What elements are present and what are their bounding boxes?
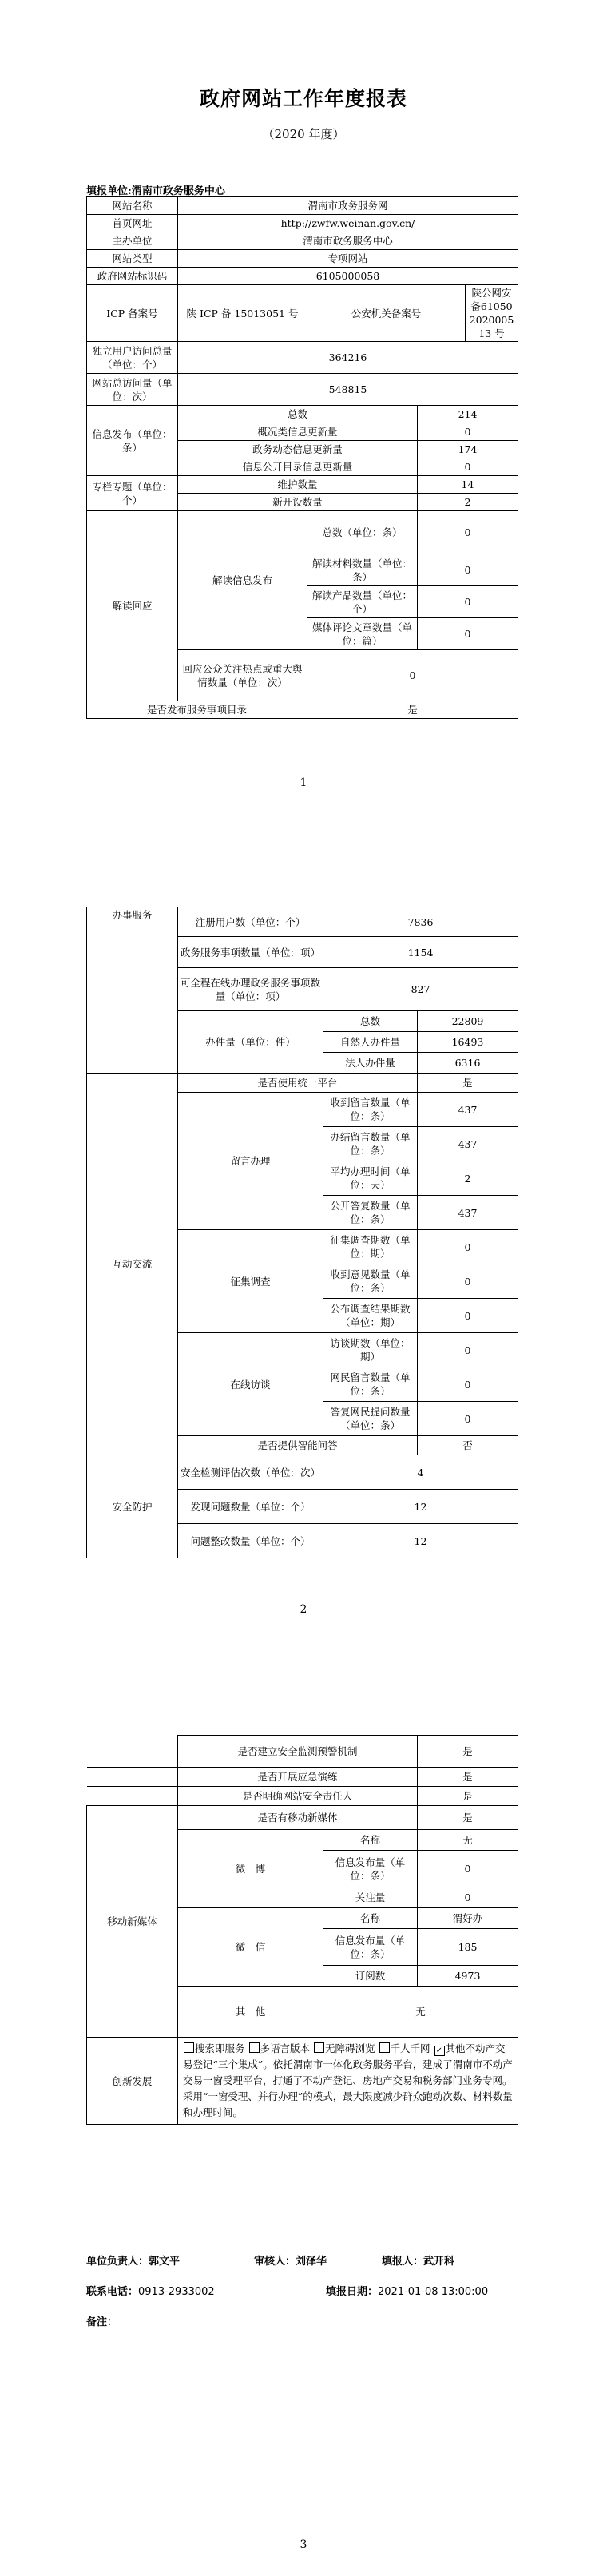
items-label: 政务服务事项数量（单位：项）: [178, 937, 323, 968]
msg-recv-label: 收到留言数量（单位：条）: [323, 1093, 418, 1127]
info-total-label: 总数: [178, 406, 418, 423]
reporting-unit: [86, 182, 225, 197]
service-dir: 是: [307, 701, 518, 719]
info-news: 174: [418, 441, 518, 458]
smart-value: 否: [418, 1436, 518, 1455]
wechat-name-label: 名称: [323, 1908, 418, 1929]
online-value: 827: [323, 968, 518, 1011]
sec-eval-label: 安全检测评估次数（单位：次）: [178, 1455, 323, 1490]
info-total: 214: [418, 406, 518, 423]
police-label: 公安机关备案号: [307, 285, 466, 342]
fill-date: [326, 2283, 488, 2298]
survey-n: 0: [418, 1230, 518, 1264]
page-number-3: 3: [300, 2538, 307, 2551]
contact-phone-value: 0913-2933002: [138, 2286, 215, 2298]
interp-resp: 0: [307, 650, 518, 701]
wechat-sub-label: 订阅数: [323, 1966, 418, 1987]
drill-value: 是: [418, 1768, 518, 1787]
site-type: 专项网站: [178, 250, 518, 268]
cases-label: 办件量（单位：件）: [178, 1011, 323, 1074]
msg-recv: 437: [418, 1093, 518, 1127]
filler-label: 填报人：: [382, 2256, 424, 2268]
site-name-label: 网站名称: [87, 197, 178, 215]
sec-eval: 4: [323, 1455, 518, 1490]
checkbox-other-checked[interactable]: [434, 2046, 445, 2056]
media-label: 移动新媒体: [87, 1806, 178, 2038]
sec-found: 12: [323, 1490, 518, 1524]
talk-q-label: 网民留言数量（单位：条）: [323, 1367, 418, 1402]
has-media: 是: [418, 1806, 518, 1830]
page-number-1: 1: [300, 776, 307, 789]
interp-mat: 0: [418, 554, 518, 586]
checkbox-personalized[interactable]: [379, 2042, 390, 2053]
report-table-page2: [86, 907, 518, 1558]
talk-n-label: 访谈期数（单位：期）: [323, 1333, 418, 1367]
page-number-2: 2: [300, 1603, 307, 1616]
other-value: 无: [323, 1987, 518, 2038]
weibo-name-label: 名称: [323, 1830, 418, 1851]
filler-value: 武开科: [423, 2256, 455, 2268]
has-media-label: 是否有移动新媒体: [178, 1806, 418, 1830]
info-open-label: 信息公开目录信息更新量: [178, 458, 418, 476]
checkbox-multilang[interactable]: [249, 2042, 260, 2053]
innov-option-accessible: 无障碍浏览: [325, 2042, 375, 2054]
inter-label: 互动交流: [87, 1074, 178, 1455]
site-code-label: 政府网站标识码: [87, 268, 178, 285]
contact-phone: [86, 2283, 215, 2298]
innov-option-personalized: 千人千网: [390, 2042, 430, 2054]
pv-value: 548815: [178, 374, 518, 406]
msg-avg: 2: [418, 1161, 518, 1196]
innov-content: [178, 2038, 518, 2125]
site-code: 6105000058: [178, 268, 518, 285]
svc-label: 办事服务: [87, 907, 178, 1074]
wechat-name: 渭好办: [418, 1908, 518, 1929]
reporting-unit-label: 填报单位:: [86, 185, 132, 197]
column-new: 2: [418, 494, 518, 511]
cases-person: 16493: [418, 1032, 518, 1053]
auditor-label: 审核人：: [254, 2256, 296, 2268]
page-title: 政府网站工作年度报表: [199, 87, 407, 110]
unified-label: 是否使用统一平台: [178, 1074, 418, 1093]
reg-value: 7836: [323, 907, 518, 937]
sec-found-label: 发现问题数量（单位：个）: [178, 1490, 323, 1524]
cases-total-label: 总数: [323, 1011, 418, 1032]
msg-done: 437: [418, 1127, 518, 1161]
host-org-label: 主办单位: [87, 232, 178, 250]
innov-text: 不动产交易登记“三个集成”。依托渭南市一体化政务服务平台，建成了渭南市不动产交易一窗受理平台，打通了不动产登记、房地产交易和税务部门业务专网。采用“一窗受理、并行办理”的模式，最大限度减少群众跑动次数、材料数量和办理时间。: [183, 2042, 513, 2118]
survey-res: 0: [418, 1299, 518, 1333]
info-news-label: 政务动态信息更新量: [178, 441, 418, 458]
contact-phone-label: 联系电话：: [86, 2286, 139, 2298]
weibo-follow: 0: [418, 1887, 518, 1908]
smart-label: 是否提供智能问答: [178, 1436, 418, 1455]
interp-total: 0: [418, 511, 518, 554]
msg-done-label: 办结留言数量（单位：条）: [323, 1127, 418, 1161]
service-dir-label: 是否发布服务事项目录: [87, 701, 307, 719]
survey-label: 征集调查: [178, 1230, 323, 1333]
filler: [382, 2253, 454, 2268]
remark-label: 备注：: [86, 2316, 118, 2328]
interp-pub-label: 解读信息发布: [178, 511, 307, 650]
column-new-label: 新开设数量: [178, 494, 418, 511]
warn-value: 是: [418, 1736, 518, 1768]
cases-total: 22809: [418, 1011, 518, 1032]
weibo-posts: 0: [418, 1851, 518, 1887]
auditor: [254, 2253, 327, 2268]
info-open: 0: [418, 458, 518, 476]
wechat-sub: 4973: [418, 1966, 518, 1987]
checkbox-accessible[interactable]: [314, 2042, 324, 2053]
drill-label: 是否开展应急演练: [178, 1768, 418, 1787]
talk-n: 0: [418, 1333, 518, 1367]
icp-label: ICP 备案号: [87, 285, 178, 342]
interp-media: 0: [418, 618, 518, 650]
msg-label: 留言办理: [178, 1093, 323, 1230]
report-year: （2020 年度）: [262, 127, 345, 141]
sec-label: 安全防护: [87, 1455, 178, 1558]
home-url: http://zwfw.weinan.gov.cn/: [178, 215, 518, 232]
online-label: 可全程在线办理政务服务事项数量（单位：项）: [178, 968, 323, 1011]
other-label: 其 他: [178, 1987, 323, 2038]
column-label: 专栏专题（单位：个）: [87, 476, 178, 511]
uv-label: 独立用户访问总量（单位：个）: [87, 342, 178, 374]
report-table-page3: [86, 1735, 518, 2125]
wechat-posts-label: 信息发布量（单位：条）: [323, 1929, 418, 1966]
icp-value: 陕 ICP 备 15013051 号: [178, 285, 307, 342]
interp-resp-label: 回应公众关注热点或重大舆情数量（单位：次）: [178, 650, 307, 701]
column-maint: 14: [418, 476, 518, 494]
cases-legal: 6316: [418, 1053, 518, 1074]
column-maint-label: 维护数量: [178, 476, 418, 494]
fill-date-value: 2021-01-08 13:00:00: [378, 2286, 489, 2298]
msg-pub-label: 公开答复数量（单位：条）: [323, 1196, 418, 1230]
police-value: 陕公网安备61050202000513 号: [466, 285, 518, 342]
survey-opin: 0: [418, 1264, 518, 1299]
talk-a: 0: [418, 1402, 518, 1436]
interp-label: 解读回应: [87, 511, 178, 701]
interp-total-label: 总数（单位：条）: [307, 511, 418, 554]
host-org: 渭南市政务服务中心: [178, 232, 518, 250]
uv-value: 364216: [178, 342, 518, 374]
weibo-label: 微 博: [178, 1830, 323, 1908]
sec-fix-label: 问题整改数量（单位：个）: [178, 1524, 323, 1558]
cases-legal-label: 法人办件量: [323, 1053, 418, 1074]
unit-head-label: 单位负责人：: [86, 2256, 149, 2268]
unit-head: [86, 2253, 180, 2268]
unified-value: 是: [418, 1074, 518, 1093]
resp-value: 是: [418, 1787, 518, 1806]
interp-mat-label: 解读材料数量（单位：条）: [307, 554, 418, 586]
weibo-name: 无: [418, 1830, 518, 1851]
survey-res-label: 公布调查结果期数（单位：期）: [323, 1299, 418, 1333]
info-label: 信息发布（单位：条）: [87, 406, 178, 476]
reg-label: 注册用户数（单位：个）: [178, 907, 323, 937]
check-mark-icon: ✓: [435, 2046, 443, 2055]
checkbox-search-service[interactable]: [184, 2042, 194, 2053]
info-overview: 0: [418, 423, 518, 441]
msg-avg-label: 平均办理时间（单位：天）: [323, 1161, 418, 1196]
interp-media-label: 媒体评论文章数量（单位：篇）: [307, 618, 418, 650]
sec-fix: 12: [323, 1524, 518, 1558]
innov-label: 创新发展: [87, 2038, 178, 2125]
weibo-follow-label: 关注量: [323, 1887, 418, 1908]
interp-prod: 0: [418, 586, 518, 618]
info-overview-label: 概况类信息更新量: [178, 423, 418, 441]
pv-label: 网站总访问量（单位：次）: [87, 374, 178, 406]
site-name: 渭南市政务服务网: [178, 197, 518, 215]
survey-opin-label: 收到意见数量（单位：条）: [323, 1264, 418, 1299]
wechat-label: 微 信: [178, 1908, 323, 1987]
innov-option-search: 搜索即服务: [195, 2042, 245, 2054]
wechat-posts: 185: [418, 1929, 518, 1966]
cases-person-label: 自然人办件量: [323, 1032, 418, 1053]
auditor-value: 刘泽华: [296, 2256, 327, 2268]
report-table-page1: [86, 196, 518, 719]
talk-label: 在线访谈: [178, 1333, 323, 1436]
weibo-posts-label: 信息发布量（单位：条）: [323, 1851, 418, 1887]
site-type-label: 网站类型: [87, 250, 178, 268]
resp-label: 是否明确网站安全责任人: [178, 1787, 418, 1806]
warn-label: 是否建立安全监测预警机制: [178, 1736, 418, 1768]
talk-a-label: 答复网民提问数量（单位：条）: [323, 1402, 418, 1436]
talk-q: 0: [418, 1367, 518, 1402]
innov-option-multilang: 多语言版本: [260, 2042, 311, 2054]
unit-head-value: 郭文平: [149, 2256, 181, 2268]
fill-date-label: 填报日期：: [326, 2286, 379, 2298]
survey-n-label: 征集调查期数（单位：期）: [323, 1230, 418, 1264]
innov-option-other: 其他: [445, 2042, 466, 2054]
reporting-unit-value: 渭南市政务服务中心: [131, 185, 225, 197]
msg-pub: 437: [418, 1196, 518, 1230]
interp-prod-label: 解读产品数量（单位：个）: [307, 586, 418, 618]
items-value: 1154: [323, 937, 518, 968]
home-url-label: 首页网址: [87, 215, 178, 232]
